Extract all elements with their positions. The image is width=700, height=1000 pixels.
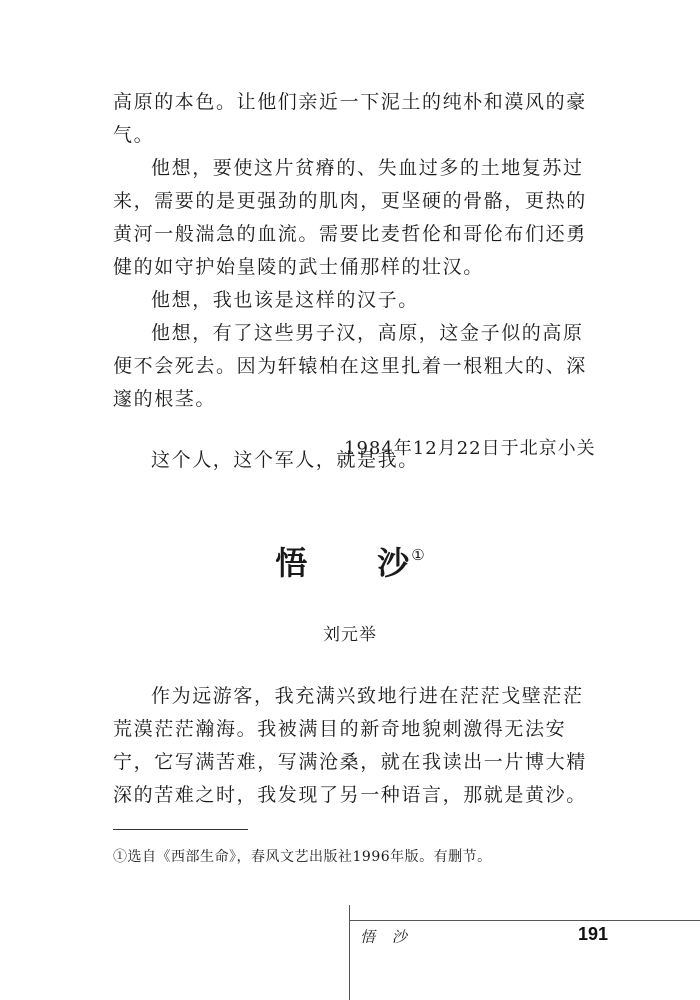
page-number: 191 [578, 924, 609, 944]
essay-author: 刘元举 [323, 625, 377, 645]
paragraph-he-thought-1: 他想，要使这片贫瘠的、失血过多的土地复苏过来，需要的是更强劲的肌肉，更坚硬的骨骼，更热的黄河一般湍急的血流。需要比麦哲伦和哥伦布们还勇健的如守护始皇陵的武士俑那样的壮汉。 [113, 157, 587, 278]
running-head: 悟 沙 [360, 928, 413, 946]
paragraph-this-man: 这个人，这个军人，就是我。 [151, 449, 419, 471]
paragraph-he-thought-3: 他想，有了这些男子汉，高原，这金子似的高原便不会死去。因为轩辕柏在这里扎着一根粗大的、深邃的根茎。 [113, 322, 587, 410]
date-signature: 1984年12月22日于北京小关 [344, 438, 596, 459]
previous-essay-ending [113, 86, 593, 477]
essay-title: 悟 沙 [275, 544, 412, 582]
paragraph-he-thought-2: 他想，我也该是这样的汉子。 [151, 289, 419, 311]
footnote-marker[interactable]: ① [411, 546, 425, 564]
essay-body [113, 680, 593, 812]
essay-paragraph-1: 作为远游客，我充满兴致地行进在茫茫戈壁茫茫荒漠茫茫瀚海。我被满目的新奇地貌刺激得无法安宁，它写满苦难，写满沧桑，就在我读出一片博大精深的苦难之时，我发现了另一种语言，那就是黄沙。 [113, 685, 587, 806]
footnote-divider [113, 829, 248, 830]
paragraph-continuation: 高原的本色。让他们亲近一下泥土的纯朴和漠风的豪气。 [113, 91, 587, 146]
essay-title-block [0, 538, 700, 584]
footnote: ①选自《西部生命》，春风文艺出版社1996年版。有删节。 [113, 849, 492, 865]
footer-horizontal-rule [349, 920, 700, 921]
